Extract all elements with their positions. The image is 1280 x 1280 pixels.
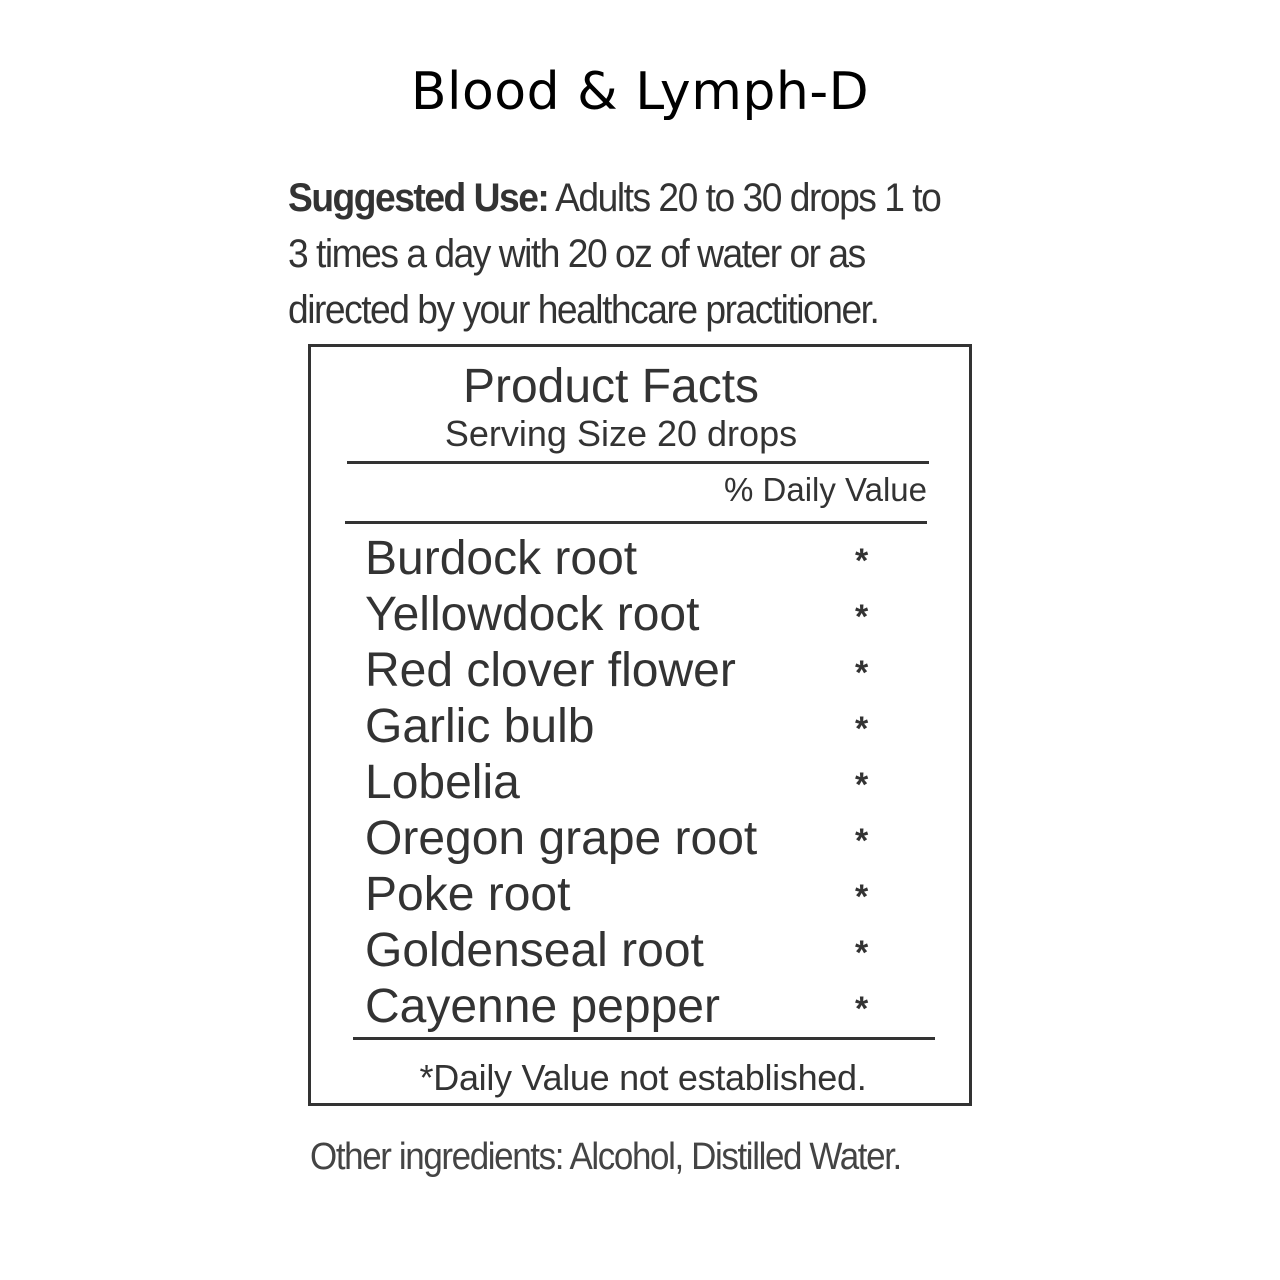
ingredient-row [365, 921, 905, 977]
ingredient-row [365, 753, 905, 809]
ingredient-name: Oregon grape root [365, 812, 758, 865]
ingredient-row [365, 697, 905, 753]
ingredient-name: Lobelia [365, 756, 520, 809]
ingredient-row [365, 977, 905, 1033]
other-ingredients: Other ingredients: Alcohol, Distilled Water. [310, 1136, 901, 1178]
suggested-use-text [288, 170, 948, 338]
product-facts-panel [308, 344, 972, 1106]
ingredient-row [365, 585, 905, 641]
daily-value-footnote: *Daily Value not established. [419, 1057, 867, 1098]
ingredient-name: Red clover flower [365, 644, 736, 697]
ingredient-row [365, 529, 905, 585]
divider-rule [347, 461, 929, 464]
ingredient-list [365, 529, 905, 1033]
ingredient-name: Burdock root [365, 532, 638, 585]
ingredient-row [365, 809, 905, 865]
ingredient-daily-value: * [855, 934, 869, 972]
ingredient-daily-value: * [855, 710, 869, 748]
divider-rule [353, 1037, 935, 1040]
ingredient-daily-value: * [855, 654, 869, 692]
ingredient-name: Goldenseal root [365, 924, 704, 977]
product-title: Blood & Lymph-D [410, 62, 870, 122]
ingredient-daily-value: * [855, 598, 869, 636]
daily-value-header: % Daily Value [724, 471, 927, 508]
ingredient-daily-value: * [855, 822, 869, 860]
ingredient-daily-value: * [855, 766, 869, 804]
ingredient-row [365, 641, 905, 697]
product-facts-heading: Product Facts [462, 360, 760, 413]
ingredient-daily-value: * [855, 878, 869, 916]
ingredient-name: Yellowdock root [365, 588, 700, 641]
ingredient-daily-value: * [855, 990, 869, 1028]
ingredient-daily-value: * [855, 542, 869, 580]
ingredient-row [365, 865, 905, 921]
ingredient-name: Garlic bulb [365, 700, 595, 753]
serving-size: Serving Size 20 drops [444, 413, 798, 454]
suggested-use-body: Adults 20 to 30 drops 1 to 3 times a day with 20 oz of water or as directed by your healthcare practitioner. [288, 176, 941, 332]
ingredient-name: Cayenne pepper [365, 980, 720, 1033]
ingredient-name: Poke root [365, 868, 571, 921]
divider-rule [345, 521, 927, 524]
suggested-use-lead: Suggested Use: [288, 176, 549, 220]
